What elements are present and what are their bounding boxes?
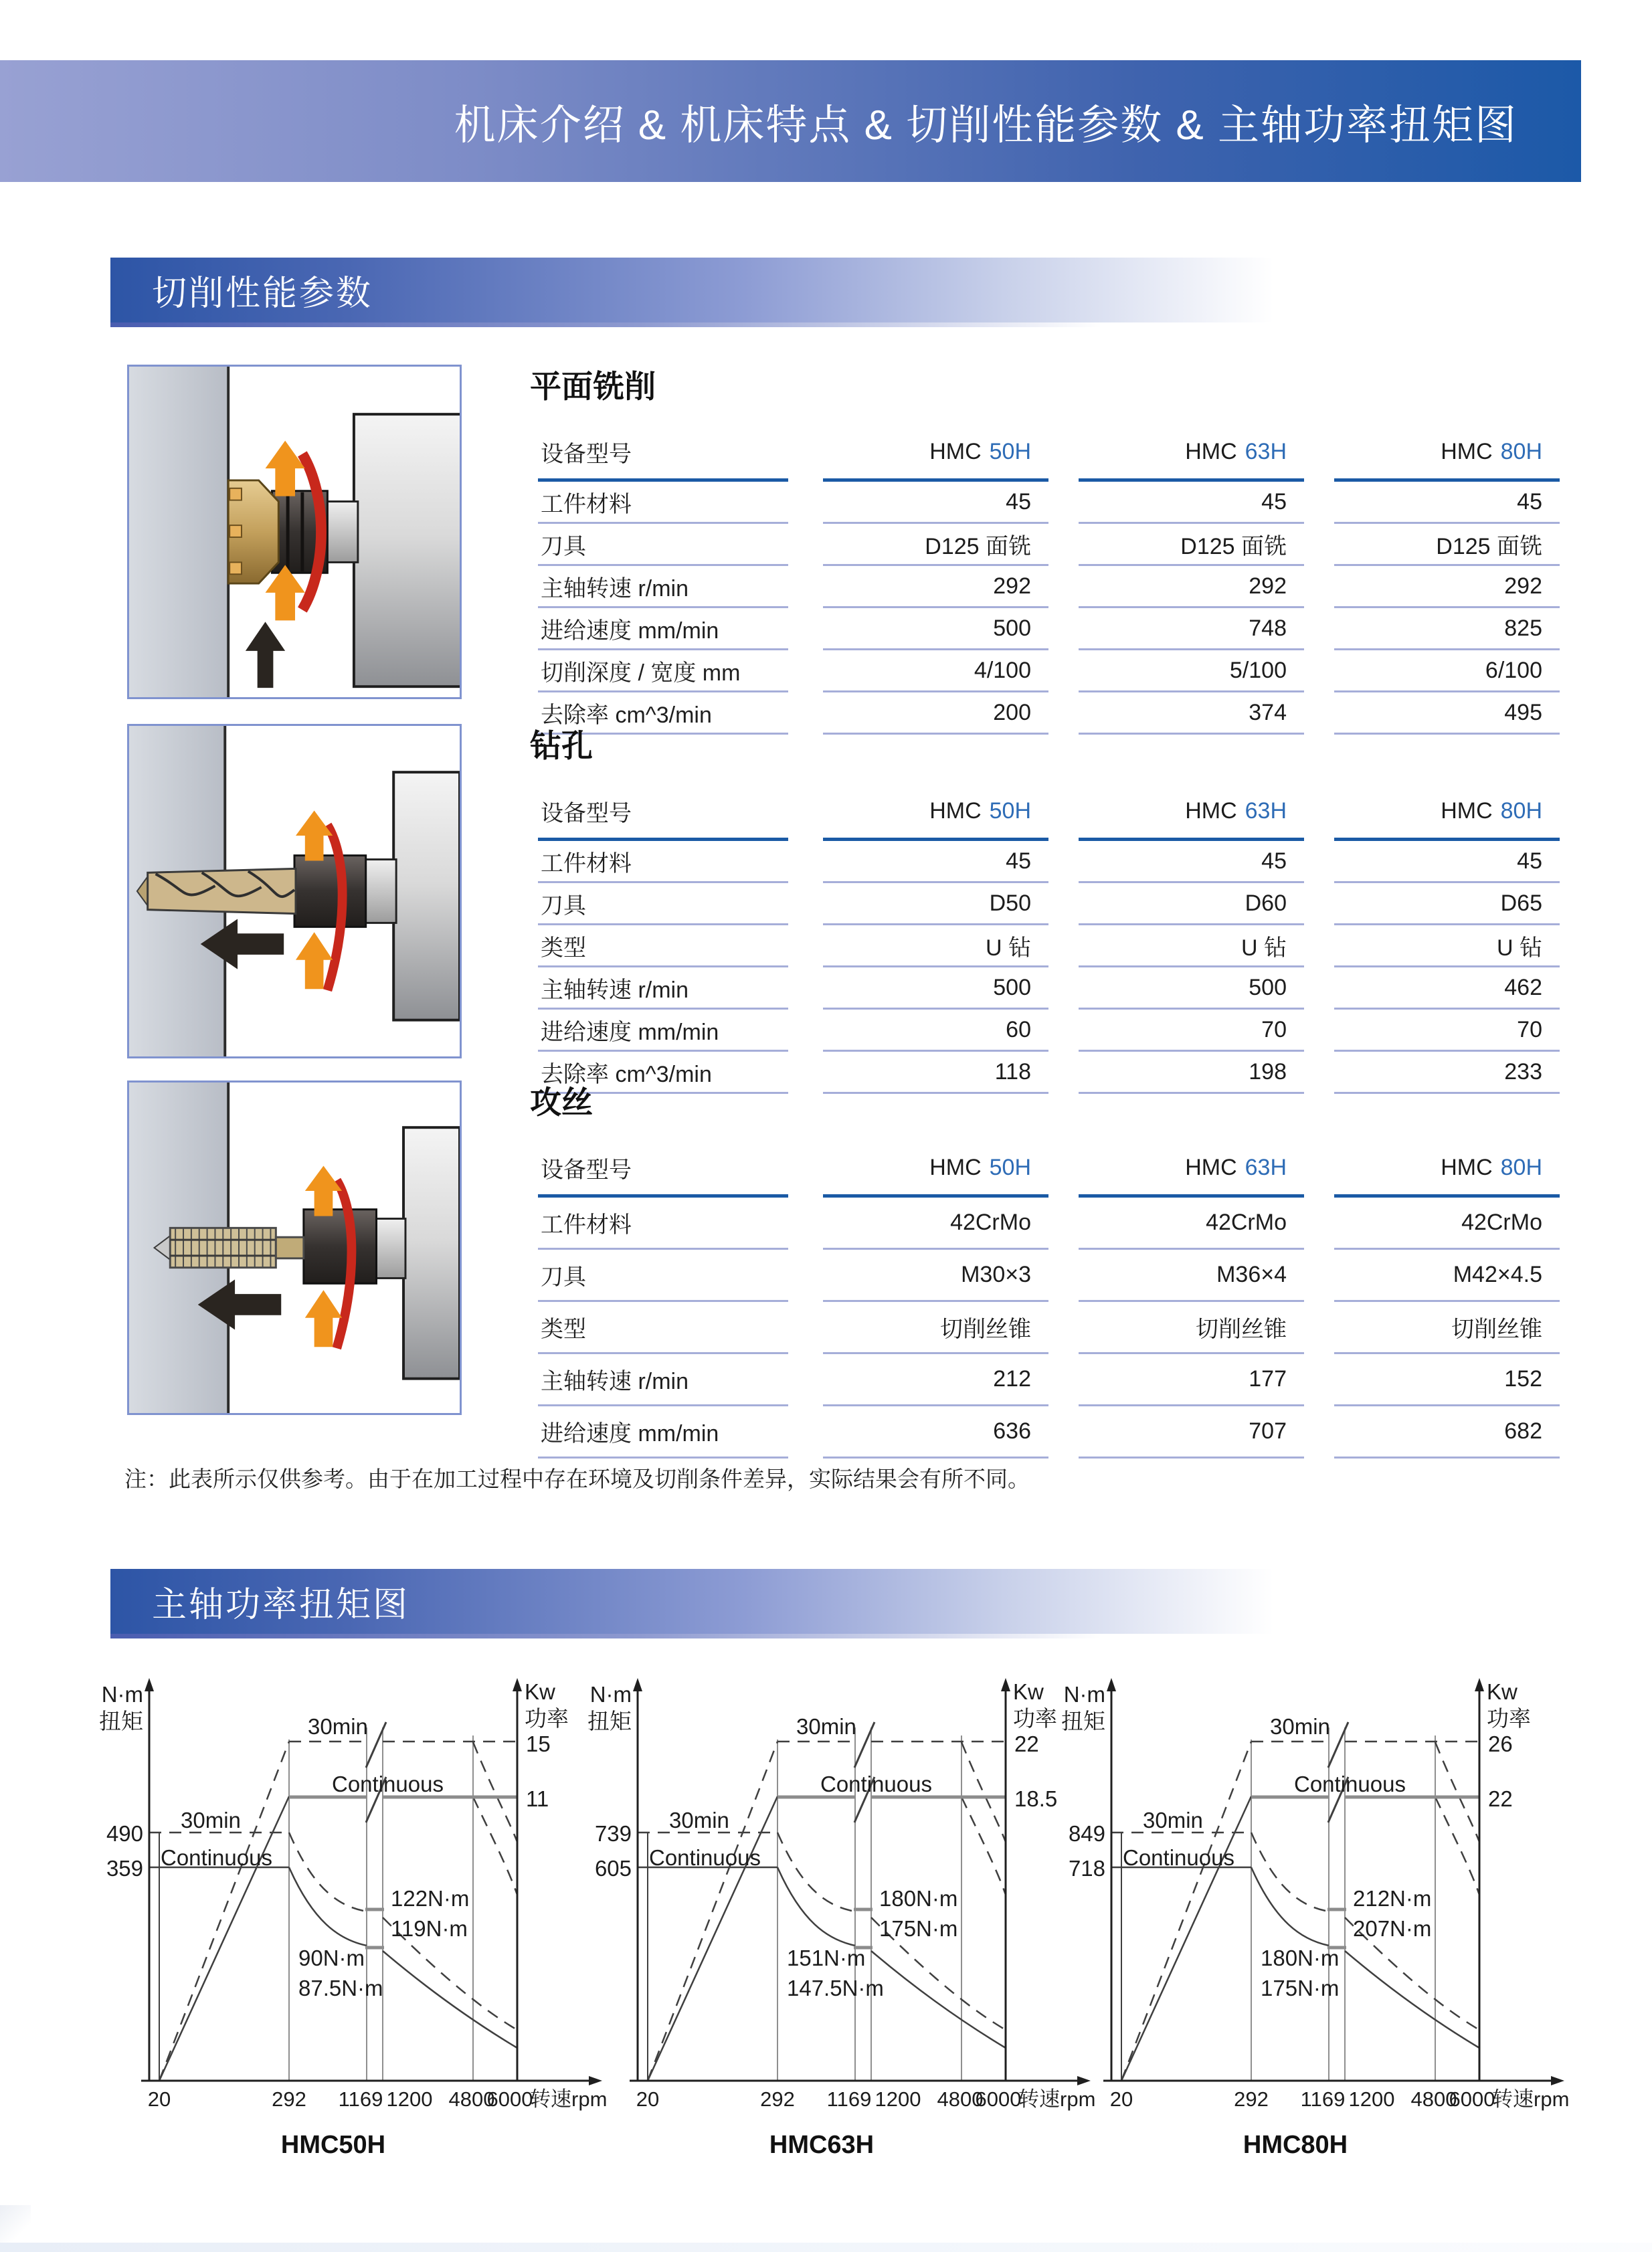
- torque-power-chart: [574, 1673, 1096, 2121]
- table-row: [538, 1354, 1560, 1406]
- table-row: [538, 841, 1560, 883]
- model-suffix: 63H: [1245, 1155, 1287, 1180]
- x-axis-label: 转速rpm: [1018, 2087, 1096, 2111]
- table-cell: D125 面铣: [1334, 524, 1560, 566]
- model-header-cell: [1334, 1141, 1560, 1198]
- table-cell: 500: [1079, 967, 1304, 1010]
- x-tick: 6000: [1449, 2087, 1495, 2111]
- y-left-unit-label: N·m: [589, 1682, 632, 1707]
- table-row: [538, 608, 1560, 650]
- table-header-row: [538, 426, 1560, 482]
- table-row: [538, 1250, 1560, 1302]
- table-cell: U 钻: [823, 925, 1048, 967]
- tapping-drawing: [129, 1083, 460, 1413]
- table-cell: D60: [1079, 883, 1304, 925]
- model-header-cell: [823, 785, 1048, 841]
- table-row: [538, 650, 1560, 692]
- model-header-cell: [1079, 426, 1304, 482]
- annotation-30min-1169: 122N·m: [391, 1886, 470, 1911]
- model-suffix: 63H: [1245, 439, 1287, 464]
- chart-caption: HMC63H: [769, 2131, 875, 2159]
- row-label: 类型: [538, 1302, 788, 1354]
- table-header-label: 设备型号: [538, 1141, 788, 1198]
- power-30min-label: 30min: [1270, 1714, 1330, 1739]
- table-title: 钻孔: [530, 728, 593, 763]
- x-tick: 4800: [937, 2087, 984, 2111]
- model-prefix: HMC: [1441, 798, 1493, 824]
- model-prefix: HMC: [929, 798, 982, 824]
- row-label: 主轴转速 r/min: [538, 1354, 788, 1406]
- section-title: 主轴功率扭矩图: [152, 1586, 410, 1624]
- table-cell: 500: [823, 967, 1048, 1010]
- y-left-axis-label: 扭矩: [99, 1709, 143, 1733]
- model-suffix: 50H: [989, 1155, 1031, 1180]
- torque-30min-label: 30min: [1143, 1808, 1203, 1833]
- table-cell: 切削丝锥: [1079, 1302, 1304, 1354]
- annotation-30min-1200: 119N·m: [391, 1916, 468, 1941]
- table-cell: D50: [823, 883, 1048, 925]
- torque-continuous-value: 605: [594, 1856, 632, 1881]
- y-right-axis-label: 功率: [1487, 1706, 1531, 1731]
- face-milling-illustration: [127, 365, 462, 699]
- footer-band: [0, 2243, 1652, 2252]
- annotation-continuous-1169: 90N·m: [298, 1946, 365, 1970]
- model-header-cell: [1334, 785, 1560, 841]
- x-tick: 6000: [975, 2087, 1022, 2111]
- table-cell: 152: [1334, 1354, 1560, 1406]
- x-tick: 292: [1234, 2087, 1269, 2111]
- x-tick: 6000: [486, 2087, 533, 2111]
- table-cell: 292: [823, 566, 1048, 608]
- x-axis-label: 转速rpm: [1492, 2087, 1570, 2111]
- table-cell: 682: [1334, 1406, 1560, 1459]
- power-continuous-label: Continuous: [332, 1772, 444, 1796]
- spindle-head-block: [403, 1127, 460, 1378]
- annotation-continuous-1169: 180N·m: [1261, 1946, 1340, 1970]
- table-cell: 45: [1079, 482, 1304, 524]
- row-label: 工件材料: [538, 841, 788, 883]
- table-row: [538, 1010, 1560, 1052]
- model-prefix: HMC: [1185, 798, 1237, 824]
- table-cell: 462: [1334, 967, 1560, 1010]
- workpiece-wall: [129, 367, 228, 697]
- row-label: 进给速度 mm/min: [538, 1406, 788, 1459]
- table-cell: 切削丝锥: [1334, 1302, 1560, 1354]
- row-label: 刀具: [538, 1250, 788, 1302]
- table-cell: 70: [1079, 1010, 1304, 1052]
- drilling-illustration: [127, 724, 462, 1058]
- torque-continuous-label: Continuous: [649, 1845, 761, 1870]
- table-cell: 45: [1079, 841, 1304, 883]
- x-tick: 20: [636, 2087, 660, 2111]
- footer-decoration: [0, 2205, 31, 2245]
- torque-power-chart: [1048, 1673, 1570, 2121]
- table-row: [538, 1302, 1560, 1354]
- table-cell: 212: [823, 1354, 1048, 1406]
- table-cell: 45: [823, 482, 1048, 524]
- row-label: 刀具: [538, 524, 788, 566]
- x-tick: 1200: [1348, 2087, 1395, 2111]
- row-label: 主轴转速 r/min: [538, 566, 788, 608]
- tool-holder: [294, 856, 366, 927]
- model-header-cell: [1079, 1141, 1304, 1198]
- torque-continuous-label: Continuous: [1123, 1845, 1234, 1870]
- power-continuous-value: 18.5: [1014, 1786, 1058, 1811]
- torque-30min-value: 490: [106, 1821, 143, 1846]
- torque-power-diagram: [1048, 1673, 1570, 2121]
- torque-continuous-label: Continuous: [161, 1845, 272, 1870]
- table-cell: 200: [823, 692, 1048, 735]
- y-left-axis-label: 扭矩: [1061, 1709, 1105, 1733]
- table-header-label: 设备型号: [538, 426, 788, 482]
- row-label: 进给速度 mm/min: [538, 1010, 788, 1052]
- table-cell: 42CrMo: [1334, 1198, 1560, 1250]
- model-suffix: 63H: [1245, 798, 1287, 824]
- table-row: [538, 967, 1560, 1010]
- table-row: [538, 925, 1560, 967]
- y-right-unit-label: Kw: [1013, 1679, 1044, 1704]
- table-cell: 118: [823, 1052, 1048, 1094]
- table-row: [538, 1406, 1560, 1459]
- table-cell: 233: [1334, 1052, 1560, 1094]
- table-header-label: 设备型号: [538, 785, 788, 841]
- table-cell: 374: [1079, 692, 1304, 735]
- power-30min-value: 26: [1488, 1731, 1513, 1756]
- table-cell: 177: [1079, 1354, 1304, 1406]
- up-arrow-icon: [296, 810, 333, 860]
- torque-continuous-value: 718: [1068, 1856, 1105, 1881]
- section-header-torque-diagram: [110, 1569, 1432, 1634]
- table-drilling: [530, 726, 1560, 1094]
- x-tick: 1169: [338, 2087, 383, 2111]
- tapping-illustration: [127, 1081, 462, 1415]
- table-cell: M36×4: [1079, 1250, 1304, 1302]
- model-suffix: 80H: [1500, 439, 1542, 464]
- model-prefix: HMC: [1441, 1155, 1493, 1180]
- model-prefix: HMC: [929, 439, 982, 464]
- table-row: [538, 482, 1560, 524]
- x-tick: 4800: [1410, 2087, 1457, 2111]
- table-header-row: [538, 1141, 1560, 1198]
- power-30min-label: 30min: [796, 1714, 856, 1739]
- spindle-head-block: [354, 414, 460, 686]
- annotation-continuous-1200: 175N·m: [1261, 1976, 1340, 2000]
- chart-caption: HMC80H: [1243, 2131, 1348, 2159]
- annotation-continuous-1200: 147.5N·m: [787, 1976, 884, 2000]
- table-row: [538, 524, 1560, 566]
- table-cell: 292: [1334, 566, 1560, 608]
- row-label: 主轴转速 r/min: [538, 967, 788, 1010]
- table-cell: D125 面铣: [1079, 524, 1304, 566]
- table-cell: 45: [823, 841, 1048, 883]
- row-label: 去除率 cm^3/min: [538, 1052, 788, 1094]
- table-body: [538, 785, 1560, 1094]
- y-right-axis-label: 功率: [525, 1706, 569, 1731]
- model-prefix: HMC: [1441, 439, 1493, 464]
- table-cell: 45: [1334, 841, 1560, 883]
- section-header-cutting-parameters: [110, 258, 1432, 322]
- torque-30min-value: 739: [594, 1821, 632, 1846]
- table-title: 平面铣削: [530, 369, 656, 404]
- model-suffix: 80H: [1500, 1155, 1542, 1180]
- table-cell: 825: [1334, 608, 1560, 650]
- model-suffix: 50H: [989, 439, 1031, 464]
- row-label: 工件材料: [538, 1198, 788, 1250]
- x-tick: 1200: [386, 2087, 433, 2111]
- page-title: 机床介绍 & 机床特点 & 切削性能参数 & 主轴功率扭矩图: [454, 102, 1518, 149]
- power-continuous-label: Continuous: [1294, 1772, 1406, 1796]
- model-prefix: HMC: [929, 1155, 982, 1180]
- tool-holder: [304, 1210, 377, 1284]
- model-header-cell: [823, 1141, 1048, 1198]
- table-cell: 495: [1334, 692, 1560, 735]
- torque-power-diagram: [574, 1673, 1096, 2121]
- table-cell: U 钻: [1334, 925, 1560, 967]
- torque-30min-label: 30min: [669, 1808, 729, 1833]
- y-right-axis-label: 功率: [1013, 1706, 1057, 1731]
- table-cell: 42CrMo: [823, 1198, 1048, 1250]
- up-arrow-icon: [266, 441, 305, 496]
- row-label: 类型: [538, 925, 788, 967]
- spindle-head-block: [393, 772, 460, 1020]
- table-cell: M42×4.5: [1334, 1250, 1560, 1302]
- table-cell: 45: [1334, 482, 1560, 524]
- table-face-milling: [530, 367, 1560, 735]
- row-label: 刀具: [538, 883, 788, 925]
- y-left-unit-label: N·m: [101, 1682, 143, 1707]
- table-cell: D65: [1334, 883, 1560, 925]
- table-cell: 5/100: [1079, 650, 1304, 692]
- table-cell: 707: [1079, 1406, 1304, 1459]
- table-header-row: [538, 785, 1560, 841]
- power-30min-value: 22: [1014, 1731, 1039, 1756]
- table-cell: 70: [1334, 1010, 1560, 1052]
- table-tapping: [530, 1083, 1560, 1459]
- y-right-unit-label: Kw: [1487, 1679, 1518, 1704]
- table-cell: 切削丝锥: [823, 1302, 1048, 1354]
- power-continuous-value: 22: [1488, 1786, 1513, 1811]
- table-cell: 6/100: [1334, 650, 1560, 692]
- torque-power-diagram: [86, 1673, 608, 2121]
- table-cell: U 钻: [1079, 925, 1304, 967]
- power-30min-value: 15: [526, 1731, 551, 1756]
- power-30min-label: 30min: [308, 1714, 368, 1739]
- row-label: 去除率 cm^3/min: [538, 692, 788, 735]
- annotation-30min-1169: 212N·m: [1353, 1886, 1432, 1911]
- x-tick: 20: [1109, 2087, 1133, 2111]
- table-body: [538, 1141, 1560, 1459]
- x-tick: 4800: [448, 2087, 495, 2111]
- y-left-unit-label: N·m: [1063, 1682, 1105, 1707]
- model-header-cell: [1079, 785, 1304, 841]
- x-tick: 1169: [1300, 2087, 1346, 2111]
- torque-power-chart: [86, 1673, 608, 2121]
- section-title: 切削性能参数: [152, 274, 373, 313]
- model-suffix: 80H: [1500, 798, 1542, 824]
- reference-note: 注：此表所示仅供参考。由于在加工过程中存在环境及切削条件差异，实际结果会有所不同。: [124, 1467, 1030, 1491]
- table-cell: 198: [1079, 1052, 1304, 1094]
- table-title: 攻丝: [530, 1085, 593, 1120]
- model-suffix: 50H: [989, 798, 1031, 824]
- row-label: 切削深度 / 宽度 mm: [538, 650, 788, 692]
- annotation-30min-1200: 207N·m: [1353, 1916, 1432, 1941]
- model-header-cell: [823, 426, 1048, 482]
- x-axis-label: 转速rpm: [530, 2087, 608, 2111]
- torque-continuous-value: 359: [106, 1856, 143, 1881]
- table-cell: D125 面铣: [823, 524, 1048, 566]
- power-continuous-value: 11: [526, 1786, 549, 1811]
- model-header-cell: [1334, 426, 1560, 482]
- annotation-30min-1200: 175N·m: [879, 1916, 958, 1941]
- annotation-continuous-1169: 151N·m: [787, 1946, 866, 1970]
- annotation-30min-1169: 180N·m: [879, 1886, 958, 1911]
- torque-30min-label: 30min: [181, 1808, 241, 1833]
- face-milling-drawing: [129, 367, 460, 697]
- y-left-axis-label: 扭矩: [587, 1709, 632, 1733]
- table-cell: 500: [823, 608, 1048, 650]
- x-tick: 292: [272, 2087, 306, 2111]
- page-banner: [0, 60, 1581, 182]
- row-label: 工件材料: [538, 482, 788, 524]
- table-row: [538, 566, 1560, 608]
- power-continuous-label: Continuous: [820, 1772, 932, 1796]
- chart-caption: HMC50H: [280, 2131, 386, 2159]
- x-tick: 292: [760, 2087, 795, 2111]
- table-cell: 42CrMo: [1079, 1198, 1304, 1250]
- table-body: [538, 426, 1560, 735]
- table-cell: M30×3: [823, 1250, 1048, 1302]
- model-prefix: HMC: [1185, 439, 1237, 464]
- table-cell: 4/100: [823, 650, 1048, 692]
- table-cell: 292: [1079, 566, 1304, 608]
- table-cell: 636: [823, 1406, 1048, 1459]
- torque-30min-value: 849: [1068, 1821, 1105, 1846]
- model-prefix: HMC: [1185, 1155, 1237, 1180]
- table-cell: 60: [823, 1010, 1048, 1052]
- drilling-drawing: [129, 726, 460, 1056]
- x-tick: 1169: [826, 2087, 872, 2111]
- y-right-unit-label: Kw: [525, 1679, 555, 1704]
- table-row: [538, 1198, 1560, 1250]
- x-tick: 1200: [875, 2087, 921, 2111]
- row-label: 进给速度 mm/min: [538, 608, 788, 650]
- feed-arrow-icon: [246, 622, 285, 688]
- table-cell: 748: [1079, 608, 1304, 650]
- table-row: [538, 883, 1560, 925]
- annotation-continuous-1200: 87.5N·m: [298, 1976, 383, 2000]
- x-tick: 20: [147, 2087, 171, 2111]
